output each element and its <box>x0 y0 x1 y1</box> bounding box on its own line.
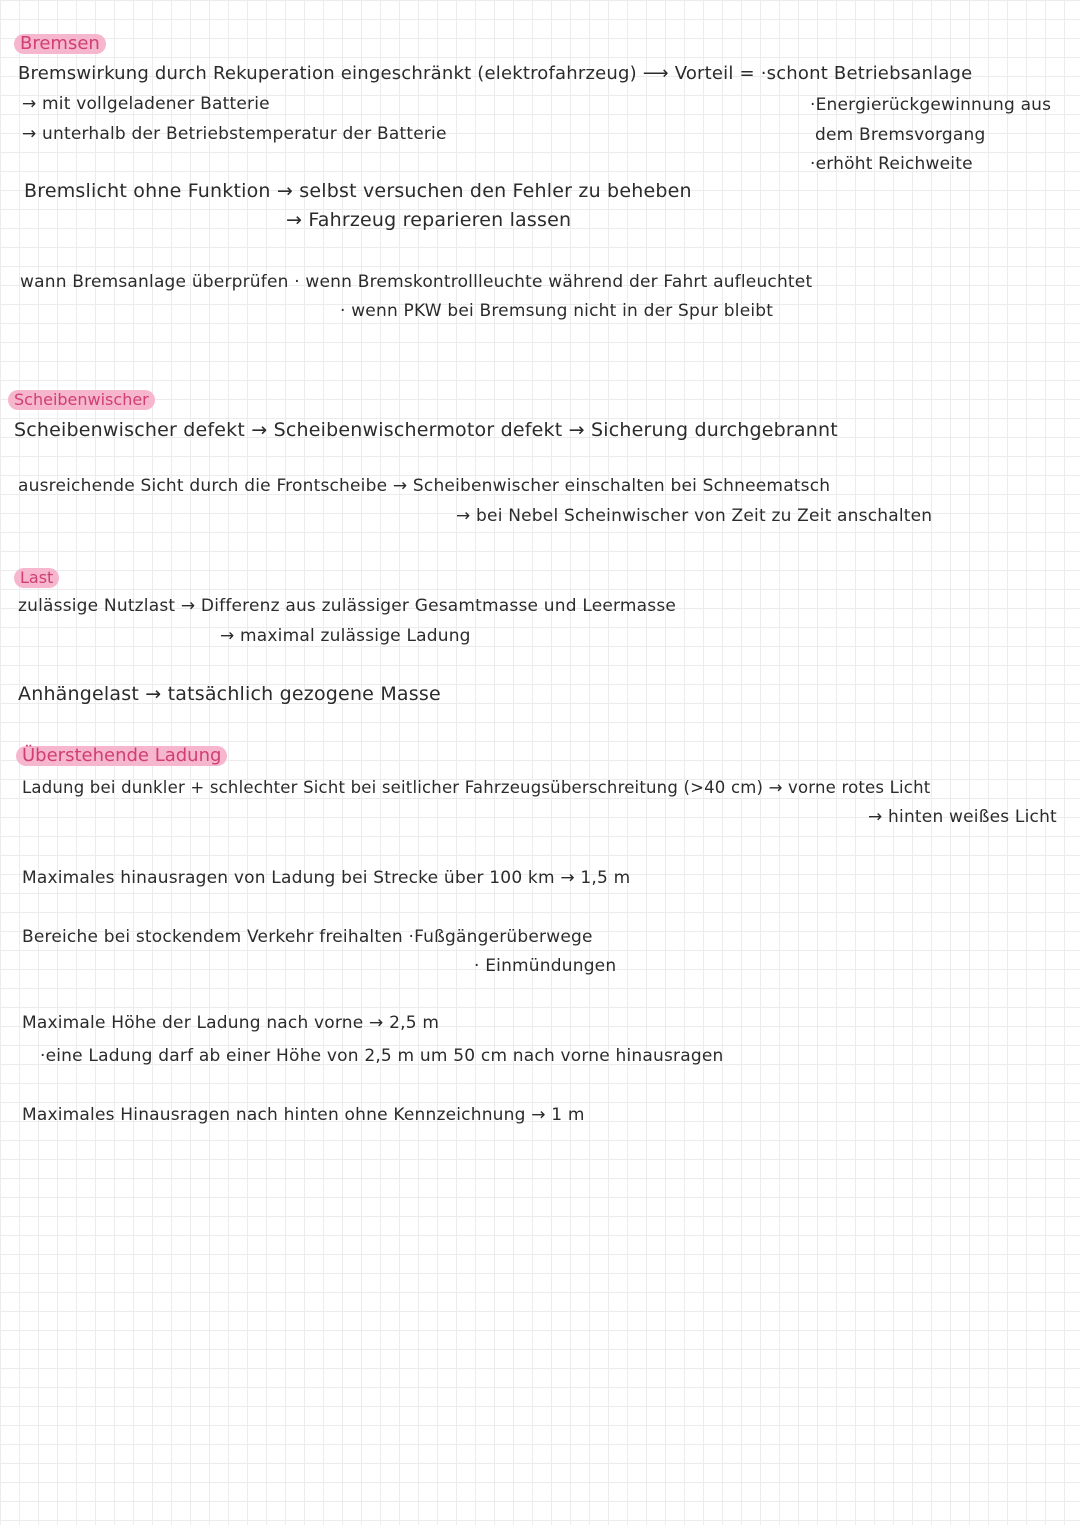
text-bereiche-freihalten: Bereiche bei stockendem Verkehr freihalten ·Fußgängerüberwege <box>22 927 593 947</box>
text-rekuperation: Bremswirkung durch Rekuperation eingeschränkt (elektrofahrzeug) ⟶ Vorteil = ·schont Betriebsanlage <box>18 63 973 84</box>
text-hinausragen-vorne: ·eine Ladung darf ab einer Höhe von 2,5 m um 50 cm nach vorne hinausragen <box>40 1046 724 1066</box>
text-hinausragen-hinten: Maximales Hinausragen nach hinten ohne Kennzeichnung → 1 m <box>22 1105 585 1125</box>
text-max-hoehe: Maximale Höhe der Ladung nach vorne → 2,5 m <box>22 1013 440 1033</box>
text-sicht-frontscheibe: ausreichende Sicht durch die Frontscheibe → Scheibenwischer einschalten bei Schneematsch <box>18 476 831 496</box>
text-energierueckgewinnung: ·Energierückgewinnung aus <box>810 95 1052 115</box>
heading-ueberstehende-ladung: Überstehende Ladung <box>16 746 227 766</box>
text-hinausragen-100km: Maximales hinausragen von Ladung bei Strecke über 100 km → 1,5 m <box>22 868 631 888</box>
text-spur: · wenn PKW bei Bremsung nicht in der Spur bleibt <box>340 301 774 321</box>
text-anhaengelast: Anhängelast → tatsächlich gezogene Masse <box>18 683 441 705</box>
heading-scheibenwischer: Scheibenwischer <box>8 390 155 410</box>
text-max-ladung: → maximal zulässige Ladung <box>220 626 471 646</box>
text-reparieren: → Fahrzeug reparieren lassen <box>286 209 572 231</box>
text-scheibenwischer-defekt: Scheibenwischer defekt → Scheibenwischermotor defekt → Sicherung durchgebrannt <box>14 419 838 441</box>
text-bremsvorgang: dem Bremsvorgang <box>815 125 986 145</box>
heading-bremsen: Bremsen <box>14 34 106 54</box>
heading-last: Last <box>14 568 59 588</box>
text-licht-ladung: Ladung bei dunkler + schlechter Sicht bei seitlicher Fahrzeugsüberschreitung (>40 cm) → vorne rotes Licht <box>22 778 931 797</box>
text-einmuendungen: · Einmündungen <box>474 956 617 976</box>
text-vollgeladene-batterie: → mit vollgeladener Batterie <box>22 94 270 114</box>
text-weisses-licht: → hinten weißes Licht <box>868 807 1057 827</box>
text-betriebstemperatur: → unterhalb der Betriebstemperatur der Batterie <box>22 124 447 144</box>
text-reichweite: ·erhöht Reichweite <box>810 154 973 174</box>
text-nutzlast: zulässige Nutzlast → Differenz aus zulässiger Gesamtmasse und Leermasse <box>18 596 677 616</box>
text-bremsanlage-pruefen: wann Bremsanlage überprüfen · wenn Bremskontrollleuchte während der Fahrt aufleuchtet <box>20 272 813 292</box>
text-bremslicht: Bremslicht ohne Funktion → selbst versuchen den Fehler zu beheben <box>24 180 692 202</box>
text-nebel: → bei Nebel Scheinwischer von Zeit zu Zeit anschalten <box>456 506 933 526</box>
